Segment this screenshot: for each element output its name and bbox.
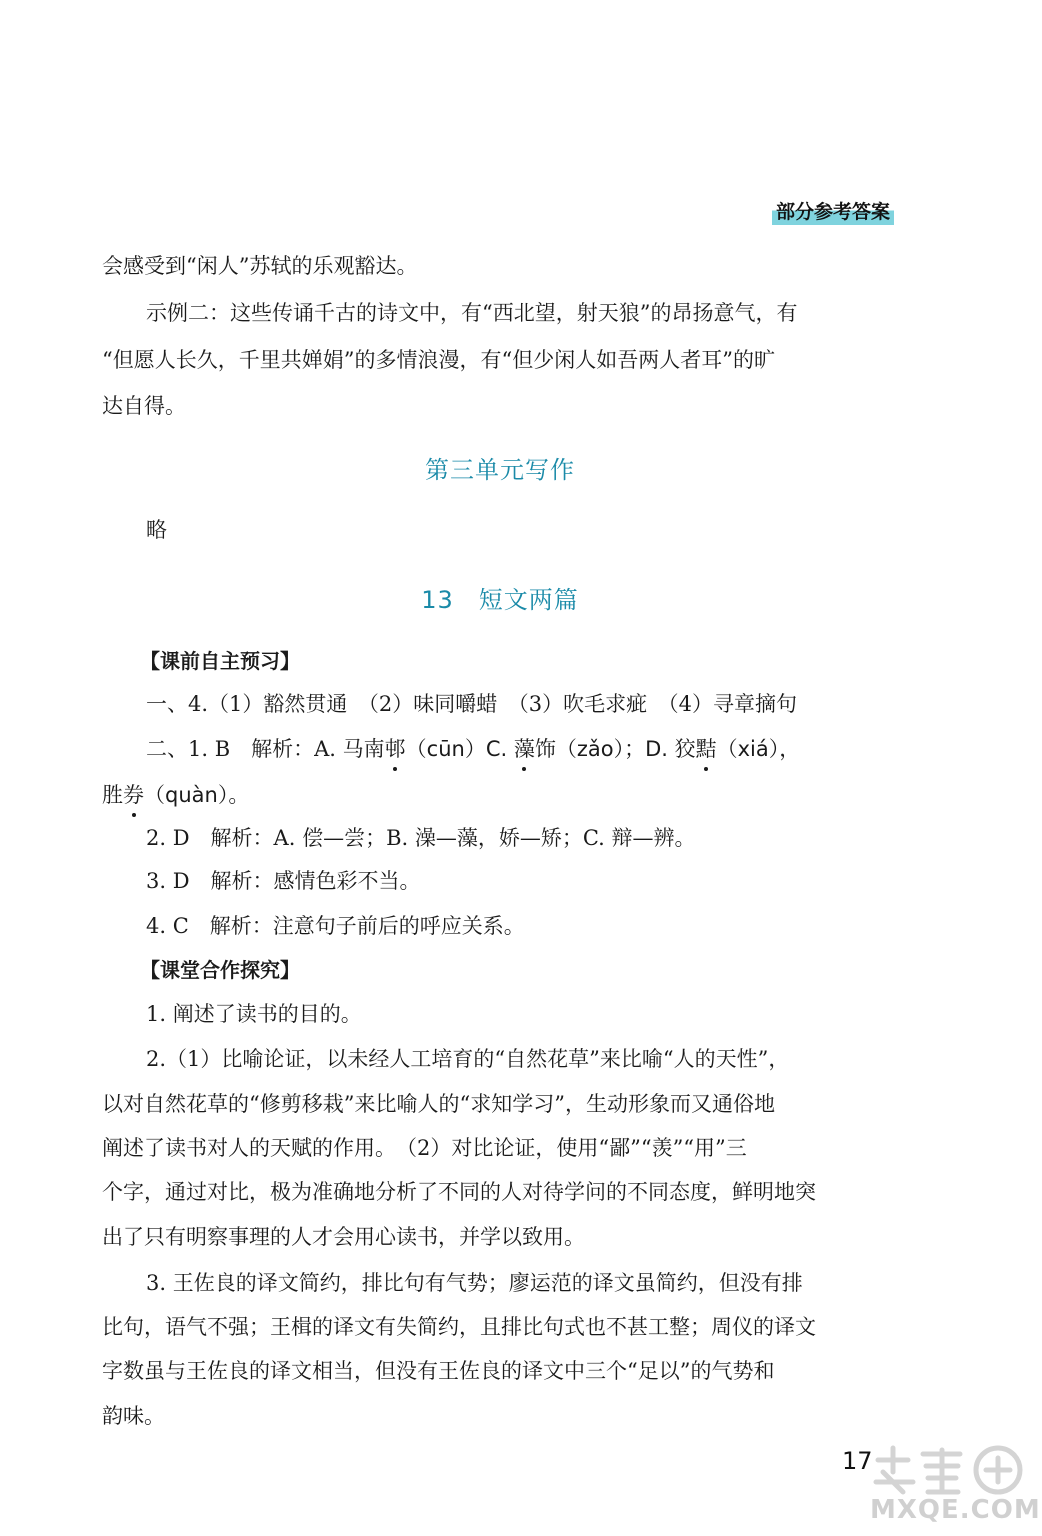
classroom-answer-3-line-2: 比句，语气不强；王楫的译文有失简约，且排比句式也不甚工整；周仪的译文 bbox=[102, 1315, 816, 1339]
preview-answer-2-line-1 bbox=[146, 734, 800, 764]
intro-line-4: 达自得。 bbox=[102, 394, 186, 418]
intro-line-2: 示例二：这些传诵千古的诗文中，有“西北望，射天狼”的昂扬意气，有 bbox=[146, 301, 798, 325]
q2-dotted-char-4: 券 bbox=[123, 780, 144, 810]
classroom-answer-3-line-4: 韵味。 bbox=[102, 1404, 165, 1428]
header-section-tag: 部分参考答案 bbox=[772, 199, 894, 225]
classroom-answer-2-line-1: 2.（1）比喻论证，以未经人工培育的“自然花草”来比喻“人的天性”， bbox=[146, 1047, 790, 1071]
q2-dotted-char-2: 藻 bbox=[514, 734, 535, 764]
q2-text-j: （quàn）。 bbox=[144, 783, 250, 807]
page-number: 17 bbox=[842, 1447, 873, 1475]
preview-answer-4: 3. D 解析：感情色彩不当。 bbox=[146, 869, 421, 893]
classroom-answer-3-line-1: 3. 王佐良的译文简约，排比句有气势；廖运范的译文虽简约，但没有排 bbox=[146, 1271, 803, 1295]
classroom-answer-2-line-2: 以对自然花草的“修剪移栽”来比喻人的“求知学习”，生动形象而又通俗地 bbox=[102, 1092, 775, 1116]
preview-answer-2-line-2 bbox=[102, 780, 249, 810]
intro-line-1: 会感受到“闲人”苏轼的乐观豁达。 bbox=[102, 254, 418, 278]
q2-text-g: （xiá）， bbox=[716, 737, 801, 761]
watermark-text: MXQE.COM bbox=[870, 1495, 1041, 1525]
section-title-writing: 第三单元写作 bbox=[425, 456, 575, 484]
classroom-answer-3-line-3: 字数虽与王佐良的译文相当，但没有王佐良的译文中三个“足以”的气势和 bbox=[102, 1359, 775, 1383]
preview-answer-5: 4. C 解析：注意句子前后的呼应关系。 bbox=[146, 914, 525, 938]
classroom-answer-2-line-3: 阐述了读书对人的天赋的作用。 （2）对比论证，使用“鄙”“羡”“用”三 bbox=[102, 1136, 747, 1160]
section-title-lesson: 13 短文两篇 bbox=[421, 586, 579, 614]
intro-line-3: “但愿人长久，千里共婵娟”的多情浪漫，有“但少闲人如吾两人者耳”的旷 bbox=[102, 348, 775, 372]
classroom-answer-2-line-5: 出了只有明察事理的人才会用心读书，并学以致用。 bbox=[102, 1225, 585, 1249]
classroom-answer-2-line-4: 个字，通过对比，极为准确地分析了不同的人对待学问的不同态度，鲜明地突 bbox=[102, 1180, 816, 1204]
q2-dotted-char-1: 邨 bbox=[385, 734, 406, 764]
preview-answer-3: 2. D 解析：A. 偿—尝；B. 澡—藻，娇—矫；C. 辩—辨。 bbox=[146, 826, 696, 850]
preview-answer-1: 一、4.（1）豁然贯通 （2）味同嚼蜡 （3）吹毛求疵 （4）寻章摘句 bbox=[146, 692, 797, 716]
q2-text-c: （cūn）C. bbox=[405, 737, 514, 761]
q2-text-e: 饰（zǎo）；D. 狡 bbox=[534, 737, 696, 761]
q2-text-h: 胜 bbox=[102, 783, 123, 807]
q2-dotted-char-3: 黠 bbox=[696, 734, 717, 764]
q2-text-a: 二、1. B 解析：A. 马南 bbox=[146, 737, 385, 761]
preview-label: 【课前自主预习】 bbox=[140, 649, 300, 673]
classroom-label: 【课堂合作探究】 bbox=[140, 958, 300, 982]
writing-body: 略 bbox=[146, 518, 167, 542]
classroom-answer-1: 1. 阐述了读书的目的。 bbox=[146, 1002, 362, 1026]
